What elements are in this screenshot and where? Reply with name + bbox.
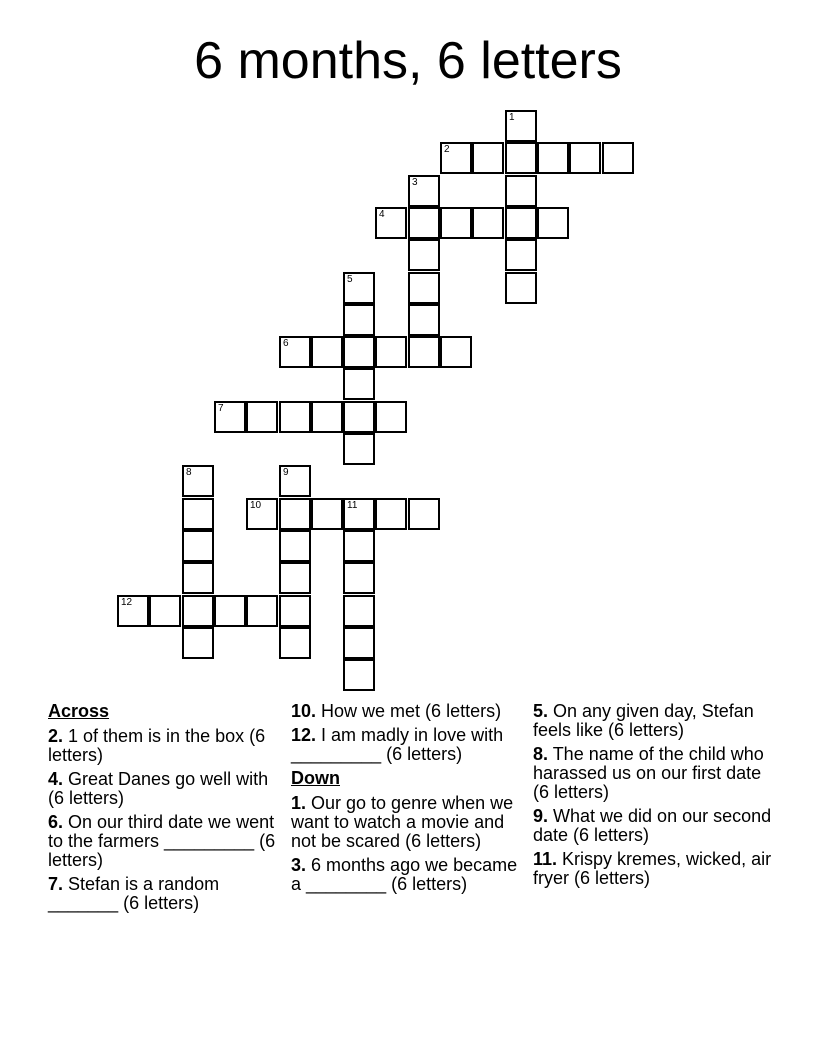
grid-cell[interactable] xyxy=(343,304,375,336)
grid-cell[interactable] xyxy=(505,207,537,239)
clue-number: 1 xyxy=(509,112,515,123)
clue-num: 10. xyxy=(291,701,317,721)
clue-text: What we did on our second date (6 letters) xyxy=(533,806,772,845)
grid-cell[interactable] xyxy=(246,498,278,530)
grid-cell[interactable] xyxy=(279,401,311,433)
clue-number: 10 xyxy=(250,500,262,511)
grid-cell[interactable] xyxy=(311,336,343,368)
grid-cell[interactable] xyxy=(375,401,407,433)
grid-cell[interactable] xyxy=(343,401,375,433)
clue-number: 4 xyxy=(379,209,385,220)
grid-cell[interactable] xyxy=(440,142,472,174)
grid-cell[interactable] xyxy=(246,401,278,433)
grid-cell[interactable] xyxy=(182,595,214,627)
grid-cell[interactable] xyxy=(182,562,214,594)
clue-text: The name of the child who harassed us on our first date (6 letters) xyxy=(533,744,764,802)
grid-cell[interactable] xyxy=(472,142,504,174)
grid-cell[interactable] xyxy=(246,595,278,627)
clue-number: 12 xyxy=(121,597,133,608)
grid-cell[interactable] xyxy=(343,498,375,530)
grid-cell[interactable] xyxy=(311,498,343,530)
clues-column-1 xyxy=(48,702,280,918)
clue-text: I am madly in love with _________ (6 letters) xyxy=(291,725,504,764)
clue-num: 3. xyxy=(291,855,307,875)
grid-cell[interactable] xyxy=(537,207,569,239)
clue-number: 11 xyxy=(347,500,358,511)
across-clue-list xyxy=(48,727,280,913)
grid-cell[interactable] xyxy=(343,368,375,400)
grid-cell[interactable] xyxy=(214,595,246,627)
clue xyxy=(533,850,773,888)
grid-cell[interactable] xyxy=(343,627,375,659)
grid-cell[interactable] xyxy=(408,207,440,239)
grid-cell[interactable] xyxy=(569,142,601,174)
grid-cell[interactable] xyxy=(311,401,343,433)
clue-text: Great Danes go well with (6 letters) xyxy=(48,769,269,808)
clue-number: 8 xyxy=(186,467,192,478)
grid-cell[interactable] xyxy=(375,498,407,530)
grid-cell[interactable] xyxy=(472,207,504,239)
grid-cell[interactable] xyxy=(343,595,375,627)
clue xyxy=(48,770,280,808)
grid-cell[interactable] xyxy=(440,336,472,368)
grid-cell[interactable] xyxy=(279,336,311,368)
grid-cell[interactable] xyxy=(343,562,375,594)
grid-cell[interactable] xyxy=(505,175,537,207)
clue-text: 6 months ago we became a ________ (6 letters) xyxy=(291,855,518,894)
down-clue-list-continued xyxy=(533,702,773,888)
grid-cell[interactable] xyxy=(408,239,440,271)
clue-text: Stefan is a random _______ (6 letters) xyxy=(48,874,220,913)
grid-cell[interactable] xyxy=(408,272,440,304)
clue-num: 9. xyxy=(533,806,549,826)
grid-cell[interactable] xyxy=(408,498,440,530)
clue-text: On any given day, Stefan feels like (6 letters) xyxy=(533,701,754,740)
grid-cell[interactable] xyxy=(279,498,311,530)
grid-cell[interactable] xyxy=(182,498,214,530)
clue-text: On our third date we went to the farmers _________ (6 letters) xyxy=(48,812,276,870)
grid-cell[interactable] xyxy=(440,207,472,239)
down-heading: Down xyxy=(291,768,340,788)
puzzle-title: 6 months, 6 letters xyxy=(194,32,622,90)
clue xyxy=(48,727,280,765)
across-clue-list-continued xyxy=(291,702,523,764)
clue-num: 6. xyxy=(48,812,64,832)
grid-cell[interactable] xyxy=(279,530,311,562)
clue-num: 4. xyxy=(48,769,64,789)
grid-cell[interactable] xyxy=(537,142,569,174)
clue-text: How we met (6 letters) xyxy=(316,701,502,721)
grid-cell[interactable] xyxy=(279,562,311,594)
clue-num: 11. xyxy=(533,849,558,869)
clue-text: Our go to genre when we want to watch a movie and not be scared (6 letters) xyxy=(291,793,514,851)
clue xyxy=(48,875,280,913)
grid-cell[interactable] xyxy=(279,627,311,659)
clue-number: 7 xyxy=(218,403,224,414)
clue-num: 5. xyxy=(533,701,549,721)
clue-number: 5 xyxy=(347,274,353,285)
clue-number: 2 xyxy=(444,144,450,155)
grid-cell[interactable] xyxy=(375,336,407,368)
grid-cell[interactable] xyxy=(375,207,407,239)
clues-column-2 xyxy=(291,702,523,899)
across-heading: Across xyxy=(48,701,110,721)
grid-cell[interactable] xyxy=(182,530,214,562)
clue-num: 8. xyxy=(533,744,549,764)
grid-cell[interactable] xyxy=(182,627,214,659)
clue-num: 2. xyxy=(48,726,64,746)
grid-cell[interactable] xyxy=(408,336,440,368)
clue xyxy=(533,807,773,845)
clue xyxy=(291,856,523,894)
grid-cell[interactable] xyxy=(214,401,246,433)
grid-cell[interactable] xyxy=(279,595,311,627)
clue-num: 12. xyxy=(291,725,317,745)
grid-cell[interactable] xyxy=(117,595,149,627)
grid-cell[interactable] xyxy=(505,239,537,271)
clue xyxy=(291,794,523,851)
grid-cell[interactable] xyxy=(343,530,375,562)
clues-column-3 xyxy=(533,702,773,893)
grid-cell[interactable] xyxy=(602,142,634,174)
clue xyxy=(533,745,773,802)
clue xyxy=(291,702,523,721)
grid-cell[interactable] xyxy=(182,465,214,497)
grid-cell[interactable] xyxy=(408,175,440,207)
clue xyxy=(533,702,773,740)
clue-number: 6 xyxy=(283,338,289,349)
grid-cell[interactable] xyxy=(343,272,375,304)
grid-cell[interactable] xyxy=(505,110,537,142)
clue-text: Krispy kremes, wicked, air fryer (6 letters) xyxy=(533,849,772,888)
clue-number: 9 xyxy=(283,467,289,478)
clue xyxy=(48,813,280,870)
clue xyxy=(291,726,523,764)
clue-text: 1 of them is in the box (6 letters) xyxy=(48,726,266,765)
grid-cell[interactable] xyxy=(343,659,375,691)
grid-cell[interactable] xyxy=(505,272,537,304)
grid-cell[interactable] xyxy=(343,336,375,368)
grid-cell[interactable] xyxy=(279,465,311,497)
down-clue-list xyxy=(291,794,523,894)
grid-cell[interactable] xyxy=(149,595,181,627)
grid-cell[interactable] xyxy=(343,433,375,465)
clue-num: 1. xyxy=(291,793,307,813)
grid-cell[interactable] xyxy=(505,142,537,174)
clue-number: 3 xyxy=(412,177,418,188)
grid-cell[interactable] xyxy=(408,304,440,336)
clue-num: 7. xyxy=(48,874,64,894)
